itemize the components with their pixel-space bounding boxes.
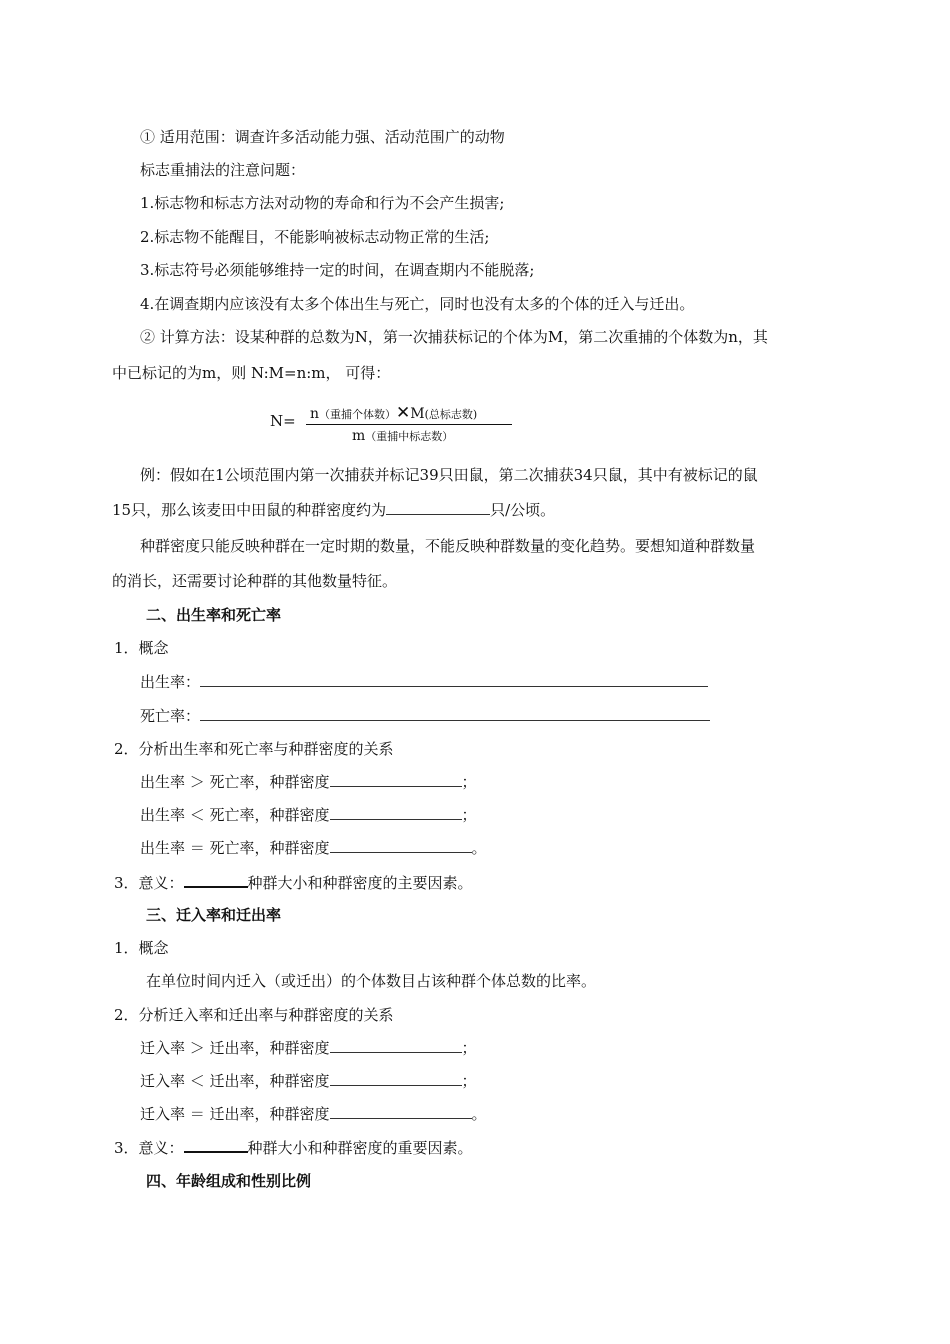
birth-rel-3 xyxy=(140,838,487,858)
note-2: 2.标志物不能醒目，不能影响被标志动物正常的生活; xyxy=(140,228,490,246)
mig-rel-1-text: 迁入率 ＞ 迁出率，种群密度 xyxy=(140,1039,330,1057)
formula-numerator xyxy=(310,403,477,423)
example-text: 15只，那么该麦田中田鼠的种群密度约为 xyxy=(112,501,387,519)
note-1: 1.标志物和标志方法对动物的寿命和行为不会产生损害; xyxy=(140,194,505,212)
birth-rel-1 xyxy=(140,772,477,792)
denominator-note: （重捕中标志数） xyxy=(365,430,454,443)
birth-death-analysis: 2．分析出生率和死亡率与种群密度的关系 xyxy=(114,740,394,758)
death-rate-row xyxy=(140,706,710,726)
mig-rel-3-period: 。 xyxy=(471,1105,487,1123)
numerator-M: M xyxy=(410,406,425,422)
mig-rel-3 xyxy=(140,1104,487,1124)
mig-rel-3-blank[interactable] xyxy=(330,1104,472,1119)
mig-rel-1 xyxy=(140,1038,477,1058)
mig-rel-2-blank[interactable] xyxy=(330,1071,462,1086)
mig-rel-2 xyxy=(140,1071,477,1091)
migration-meaning xyxy=(114,1137,473,1158)
note-3: 3.标志符号必须能够维持一定的时间，在调查期内不能脱落; xyxy=(140,261,535,279)
density-line-1: 种群密度只能反映种群在一定时期的数量，不能反映种群数量的变化趋势。要想知道种群数量 xyxy=(140,537,756,555)
death-rate-blank[interactable] xyxy=(200,706,710,721)
times-icon: ✕ xyxy=(396,403,411,423)
method-line-1: ② 计算方法：设某种群的总数为N，第一次捕获标记的个体为M，第二次重捕的个体数为n，其 xyxy=(140,328,768,346)
birth-rate-label: 出生率： xyxy=(140,673,201,691)
mig-rel-2-text: 迁入率 ＜ 迁出率，种群密度 xyxy=(140,1072,330,1090)
birth-rel-3-text: 出生率 ＝ 死亡率，种群密度 xyxy=(140,839,330,857)
migration-analysis: 2．分析迁入率和迁出率与种群密度的关系 xyxy=(114,1006,394,1024)
birth-rel-2 xyxy=(140,805,477,825)
mig-meaning-blank[interactable] xyxy=(184,1137,248,1153)
formula-lhs: N= xyxy=(270,412,296,430)
mig-rel-3-text: 迁入率 ＝ 迁出率，种群密度 xyxy=(140,1105,330,1123)
answer-blank[interactable] xyxy=(386,500,490,515)
birth-meaning-blank[interactable] xyxy=(184,872,248,888)
birth-rel-1-text: 出生率 ＞ 死亡率，种群密度 xyxy=(140,773,330,791)
mig-rel-1-blank[interactable] xyxy=(330,1038,462,1053)
birth-rel-1-blank[interactable] xyxy=(330,772,462,787)
method-line-2: 中已标记的为m，则 N:M=n:m， 可得： xyxy=(112,364,391,382)
density-line-2: 的消长，还需要讨论种群的其他数量特征。 xyxy=(112,572,398,590)
birth-rate-row xyxy=(140,672,708,692)
birth-rate-blank[interactable] xyxy=(200,672,708,687)
birth-rel-2-semi: ； xyxy=(461,806,477,824)
birth-death-meaning xyxy=(114,872,473,893)
numerator-M-note: (总标志数) xyxy=(424,408,478,421)
fraction-bar xyxy=(306,424,512,425)
scope-line: ① 适用范围：调查许多活动能力强、活动范围广的动物 xyxy=(140,128,505,146)
example-line-2 xyxy=(112,500,555,520)
example-line-1: 例：假如在1公顷范围内第一次捕获并标记39只田鼠，第二次捕获34只鼠，其中有被标记的鼠 xyxy=(140,466,758,484)
notes-title: 标志重捕法的注意问题： xyxy=(140,161,306,179)
birth-rel-1-semi: ； xyxy=(461,773,477,791)
mig-rel-1-semi: ； xyxy=(461,1039,477,1057)
example-unit: 只/公顷。 xyxy=(490,501,556,519)
birth-meaning-text: 种群大小和种群密度的主要因素。 xyxy=(247,874,473,892)
migration-concept-text: 在单位时间内迁入（或迁出）的个体数目占该种群个体总数的比率。 xyxy=(146,972,597,990)
note-4: 4.在调查期内应该没有太多个体出生与死亡，同时也没有太多的个体的迁入与迁出。 xyxy=(140,295,695,313)
birth-meaning-label: 3．意义： xyxy=(114,874,184,892)
formula-denominator xyxy=(352,428,453,444)
mig-meaning-text: 种群大小和种群密度的重要因素。 xyxy=(247,1139,473,1157)
death-rate-label: 死亡率： xyxy=(140,707,201,725)
heading-age-sex: 四、年龄组成和性别比例 xyxy=(146,1172,312,1190)
birth-death-concept: 1．概念 xyxy=(114,639,169,657)
birth-rel-3-blank[interactable] xyxy=(330,838,472,853)
heading-birth-death: 二、出生率和死亡率 xyxy=(146,606,282,624)
heading-migration: 三、迁入率和迁出率 xyxy=(146,906,282,924)
birth-rel-2-blank[interactable] xyxy=(330,805,462,820)
migration-concept: 1．概念 xyxy=(114,939,169,957)
birth-rel-3-period: 。 xyxy=(471,839,487,857)
lincoln-index-formula xyxy=(270,400,530,450)
numerator-n: n xyxy=(310,406,320,422)
numerator-n-note: （重捕个体数） xyxy=(319,408,397,421)
birth-rel-2-text: 出生率 ＜ 死亡率，种群密度 xyxy=(140,806,330,824)
mig-meaning-label: 3．意义： xyxy=(114,1139,184,1157)
mig-rel-2-semi: ； xyxy=(461,1072,477,1090)
denominator-m: m xyxy=(352,428,366,444)
